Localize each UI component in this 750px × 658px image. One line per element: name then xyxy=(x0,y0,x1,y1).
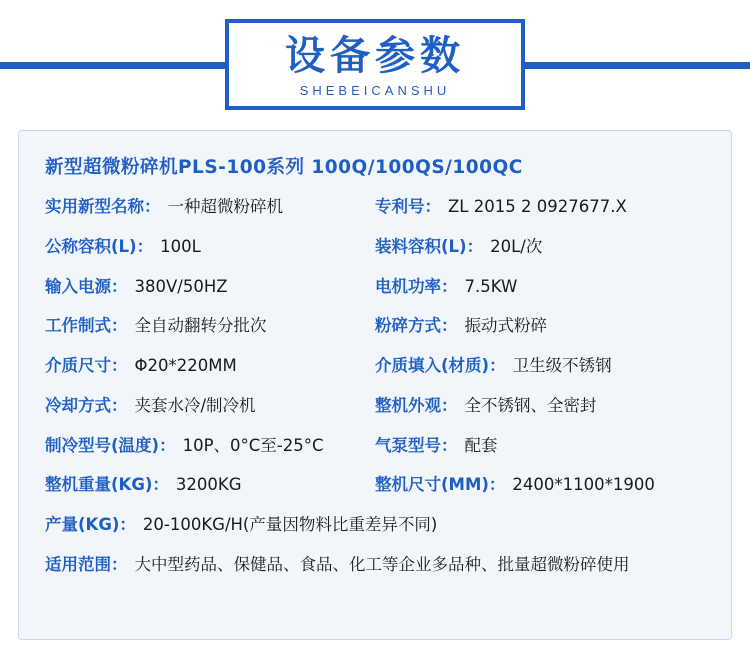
spec-heading-row xyxy=(45,153,705,179)
spec-value: 10P、0°C至-25°C xyxy=(182,435,324,455)
spec-label: 实用新型名称： xyxy=(45,197,161,216)
spec-label: 电机功率： xyxy=(375,276,458,296)
page-subtitle: SHEBEICANSHU xyxy=(299,82,451,98)
spec-label: 制冷型号(温度)： xyxy=(45,435,176,455)
spec-label: 公称容积(L)： xyxy=(45,236,154,256)
spec-value: 卫生级不锈钢 xyxy=(512,356,612,375)
spec-value: Φ20*220MM xyxy=(134,356,237,375)
spec-label: 整机外观： xyxy=(375,395,458,415)
table-row xyxy=(45,434,705,459)
spec-heading: 新型超微粉碎机PLS-100系列 100Q/100QS/100QC xyxy=(45,157,523,178)
table-row xyxy=(45,513,705,538)
spec-item-grinding-method xyxy=(375,314,705,339)
spec-item-air-pump-model xyxy=(375,434,705,459)
spec-label: 整机尺寸(MM)： xyxy=(375,475,506,495)
spec-value: 100L xyxy=(160,236,201,256)
spec-item-motor-power xyxy=(375,275,705,300)
spec-label: 工作制式： xyxy=(45,316,128,336)
spec-label: 适用范围： xyxy=(45,554,128,574)
spec-card xyxy=(18,130,732,640)
header-rule-left xyxy=(0,62,228,69)
spec-item-working-mode xyxy=(45,314,375,339)
table-row xyxy=(45,473,705,498)
spec-value: 一种超微粉碎机 xyxy=(167,197,283,216)
spec-value: 2400*1100*1900 xyxy=(512,475,655,495)
spec-item-loading-volume xyxy=(375,235,705,260)
spec-item-input-power xyxy=(45,275,375,300)
title-box xyxy=(225,19,525,110)
header-rule-right xyxy=(522,62,750,69)
spec-label: 产量(KG)： xyxy=(45,515,136,534)
spec-value: ZL 2015 2 0927677.X xyxy=(448,197,627,216)
table-row xyxy=(45,275,705,300)
spec-label: 专利号： xyxy=(375,197,441,216)
spec-item-media-size xyxy=(45,354,375,379)
spec-item-application-scope xyxy=(45,553,705,578)
spec-value: 20-100KG/H(产量因物料比重差异不同) xyxy=(142,515,438,534)
spec-item-cooling-method xyxy=(45,394,375,419)
spec-item-refrigeration-model xyxy=(45,434,375,459)
spec-item-media-material xyxy=(375,354,705,379)
spec-label: 粉碎方式： xyxy=(375,316,458,336)
page-title: 设备参数 xyxy=(285,32,465,79)
spec-label: 装料容积(L)： xyxy=(375,236,484,256)
spec-value: 夹套水冷/制冷机 xyxy=(134,395,256,415)
spec-item-nominal-volume xyxy=(45,235,375,260)
spec-value: 20L/次 xyxy=(490,236,543,256)
spec-item-machine-dimensions xyxy=(375,473,705,498)
spec-item-patent-name xyxy=(45,195,375,220)
spec-value: 7.5KW xyxy=(464,276,518,296)
spec-value: 振动式粉碎 xyxy=(464,316,547,336)
table-row xyxy=(45,235,705,260)
spec-label: 气泵型号： xyxy=(375,435,458,455)
spec-label: 整机重量(KG)： xyxy=(45,475,169,495)
spec-item-output xyxy=(45,513,705,538)
spec-label: 冷却方式： xyxy=(45,395,128,415)
spec-heading-cell xyxy=(45,153,705,179)
spec-value: 3200KG xyxy=(175,475,242,495)
table-row xyxy=(45,195,705,220)
header-banner xyxy=(0,0,750,128)
spec-value: 全不锈钢、全密封 xyxy=(464,395,597,415)
spec-item-patent-number xyxy=(375,195,705,220)
table-row xyxy=(45,553,705,578)
table-row xyxy=(45,354,705,379)
spec-item-appearance xyxy=(375,394,705,419)
table-row xyxy=(45,314,705,339)
spec-value: 380V/50HZ xyxy=(134,276,228,296)
spec-value: 大中型药品、保健品、食品、化工等企业多品种、批量超微粉碎使用 xyxy=(134,554,630,574)
spec-value: 配套 xyxy=(464,435,498,455)
spec-label: 介质填入(材质)： xyxy=(375,356,506,375)
spec-label: 介质尺寸： xyxy=(45,356,128,375)
spec-label: 输入电源： xyxy=(45,276,128,296)
table-row xyxy=(45,394,705,419)
spec-value: 全自动翻转分批次 xyxy=(134,316,267,336)
spec-item-machine-weight xyxy=(45,473,375,498)
